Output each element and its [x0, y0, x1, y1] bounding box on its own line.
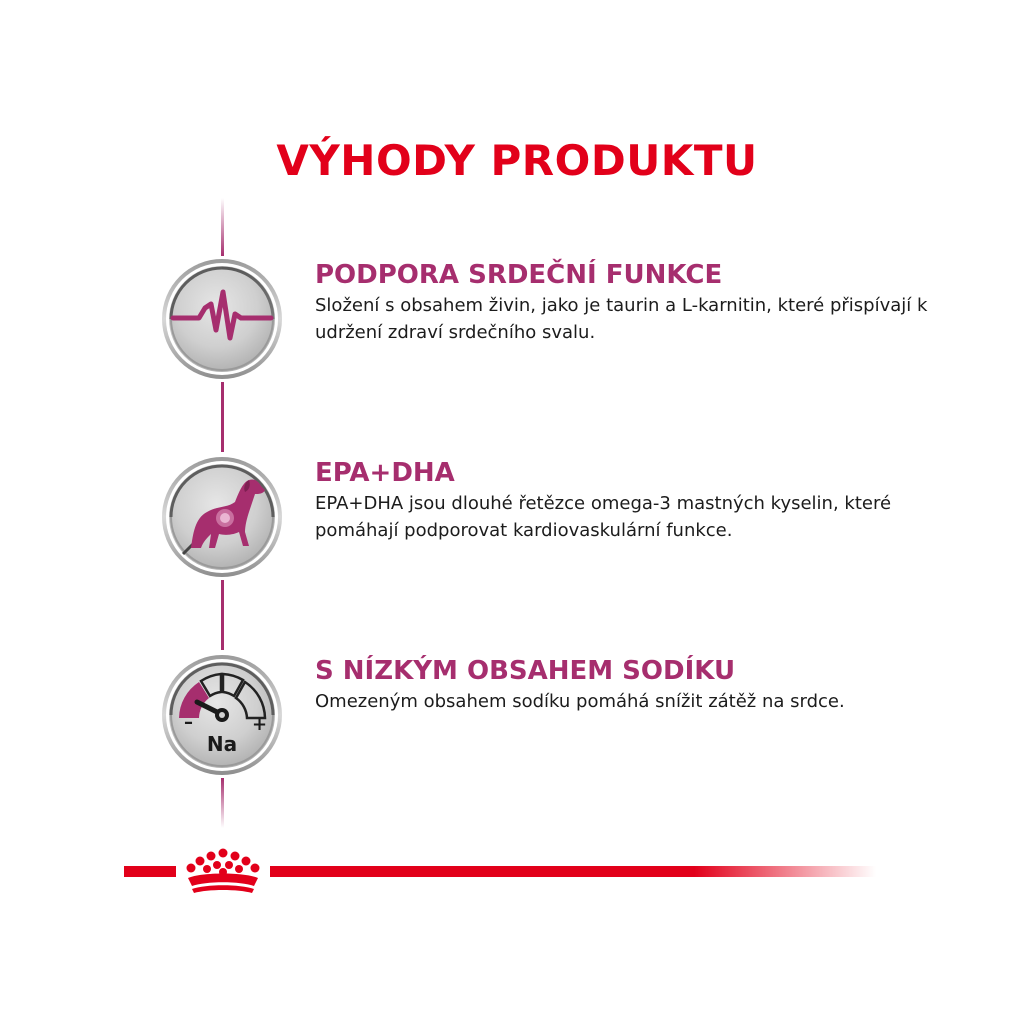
sodium-gauge-icon	[161, 654, 283, 776]
benefit-description: Složení s obsahem živin, jako je taurin a L-karnitin, které přispívají k udržení zdraví srdečního svalu.	[315, 295, 928, 343]
gauge-minus-label: –	[184, 712, 193, 733]
timeline-line-segment	[221, 382, 224, 452]
timeline-line-top	[221, 198, 224, 256]
benefit-description: EPA+DHA jsou dlouhé řetězce omega-3 mastných kyselin, které pomáhají podporovat kardiovaskulární funkce.	[315, 493, 892, 541]
benefit-title: S NÍZKÝM OBSAHEM SODÍKU	[315, 656, 736, 686]
gauge-sodium-label: Na	[206, 732, 238, 756]
gauge-plus-label: +	[252, 714, 268, 735]
heartbeat-icon	[161, 258, 283, 380]
footer-divider-left	[124, 866, 176, 877]
dog-icon	[161, 456, 283, 578]
royal-crown-logo	[180, 848, 266, 894]
timeline-line-bottom	[221, 778, 224, 828]
benefit-description: Omezeným obsahem sodíku pomáhá snížit zátěž na srdce.	[315, 691, 845, 712]
timeline-line-segment	[221, 580, 224, 650]
benefit-title: PODPORA SRDEČNÍ FUNKCE	[315, 260, 723, 290]
benefit-title: EPA+DHA	[315, 458, 455, 488]
footer-divider-right	[270, 866, 876, 877]
page-title: VÝHODY PRODUKTU	[276, 136, 758, 185]
